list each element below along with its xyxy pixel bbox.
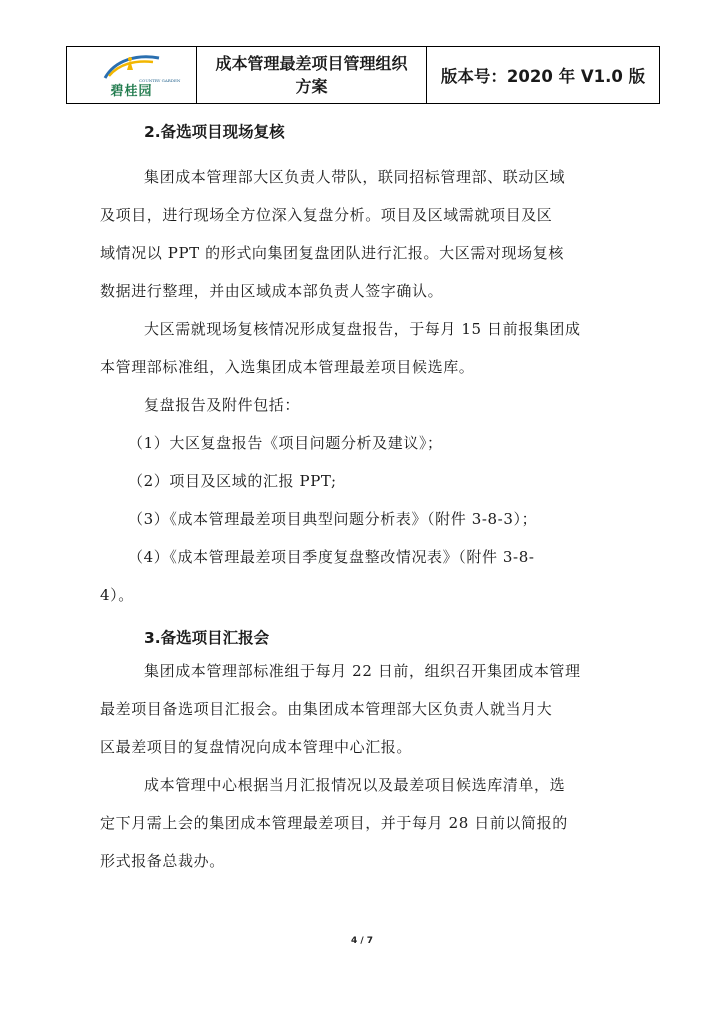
paragraph	[100, 310, 620, 386]
text-line: 区最差项目的复盘情况向成本管理中心汇报。	[100, 738, 413, 756]
paragraph	[100, 766, 620, 880]
text-line: 数据进行整理，并由区域成本部负责人签字确认。	[100, 282, 444, 300]
list-item	[128, 424, 648, 462]
document-header-table	[66, 46, 660, 104]
title-line-1: 成本管理最差项目管理组织	[215, 54, 408, 73]
text-line: 大区需就现场复核情况形成复盘报告，于每月 15 日前报集团成	[144, 320, 581, 338]
version-label: 版本号：2020 年 V1.0 版	[440, 67, 646, 86]
text-line: 复盘报告及附件包括：	[144, 396, 301, 414]
list-item	[128, 500, 648, 538]
text-line: 4）。	[100, 586, 134, 604]
text-line: 定下月需上会的集团成本管理最差项目，并于每月 28 日前以简报的	[100, 814, 568, 832]
text-line: （4）《成本管理最差项目季度复盘整改情况表》（附件 3-8-	[128, 548, 535, 566]
section-heading: 2.备选项目现场复核	[144, 123, 285, 141]
text-line: （3）《成本管理最差项目典型问题分析表》（附件 3-8-3）；	[128, 510, 538, 528]
text-line: 集团成本管理部标准组于每月 22 日前，组织召开集团成本管理	[144, 662, 581, 680]
text-line: （2）项目及区域的汇报 PPT;	[128, 472, 337, 490]
section-heading: 3.备选项目汇报会	[144, 629, 270, 647]
text-line: 本管理部标准组，入选集团成本管理最差项目候选库。	[100, 358, 475, 376]
text-line: 集团成本管理部大区负责人带队，联同招标管理部、联动区域	[144, 168, 566, 186]
text-line: （1）大区复盘报告《项目问题分析及建议》；	[128, 434, 443, 452]
logo-subtext: COUNTRY GARDEN	[139, 78, 181, 83]
text-line: 最差项目备选项目汇报会。由集团成本管理部大区负责人就当月大	[100, 700, 553, 718]
text-line: 形式报备总裁办。	[100, 852, 225, 870]
paragraph	[100, 386, 620, 424]
paragraph	[100, 158, 620, 310]
text-line: 成本管理中心根据当月汇报情况以及最差项目候选库清单，选	[144, 776, 566, 794]
list-item	[128, 462, 648, 500]
text-line: 及项目，进行现场全方位深入复盘分析。项目及区域需就项目及区	[100, 206, 553, 224]
company-logo-icon	[97, 52, 167, 82]
paragraph	[100, 652, 620, 766]
logo-cell	[67, 47, 197, 103]
logo-text: 碧桂园	[110, 83, 153, 99]
text-line: 域情况以 PPT 的形式向集团复盘团队进行汇报。大区需对现场复核	[100, 244, 564, 262]
title-line-2: 方案	[295, 77, 328, 96]
page-number: 4 / 7	[350, 936, 374, 946]
document-title	[197, 47, 427, 103]
list-item	[100, 538, 648, 614]
